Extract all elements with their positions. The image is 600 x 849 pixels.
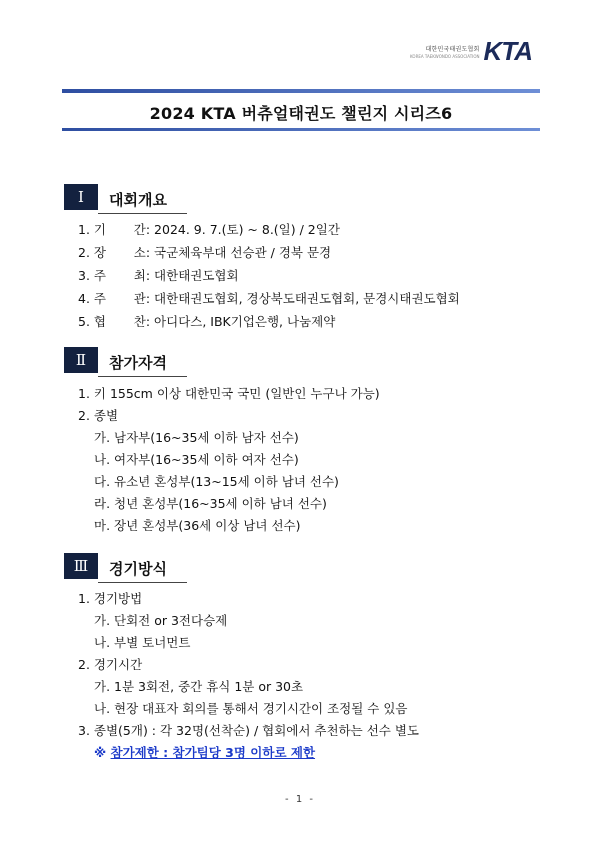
note-mark: ※	[94, 745, 107, 760]
format-method-a: 가. 단회전 or 3전다승제	[94, 613, 228, 628]
division-youth-mixed: 다. 유소년 혼성부(13~15세 이하 남녀 선수)	[94, 474, 339, 489]
overview-period: 1. 기 간: 2024. 9. 7.(토) ~ 8.(일) / 2일간	[78, 222, 340, 237]
format-time: 2. 경기시간	[78, 657, 143, 672]
format-categories: 3. 종별(5개) : 각 32명(선착순) / 협회에서 추천하는 선수 별도	[78, 723, 419, 738]
participation-limit-note	[94, 743, 315, 761]
section-3-heading	[64, 553, 187, 579]
logo-org-english: KOREA TAEKWONDO ASSOCIATION	[410, 54, 480, 59]
format-method: 1. 경기방법	[78, 591, 143, 606]
division-men: 가. 남자부(16~35세 이하 남자 선수)	[94, 430, 299, 445]
section-number: Ⅲ	[64, 553, 98, 579]
logo-text	[410, 44, 479, 59]
title-banner	[62, 89, 540, 131]
division-senior-mixed: 마. 장년 혼성부(36세 이상 남녀 선수)	[94, 518, 301, 533]
kta-logo-mark: KTA	[483, 36, 532, 66]
section-title: 참가자격	[98, 352, 187, 377]
title-bottom-rule	[62, 128, 540, 131]
overview-venue: 2. 장 소: 국군체육부대 선승관 / 경북 문경	[78, 245, 332, 260]
section-title: 대회개요	[98, 189, 187, 214]
division-women: 나. 여자부(16~35세 이하 여자 선수)	[94, 452, 299, 467]
section-2-heading	[64, 347, 187, 373]
format-method-b: 나. 부별 토너먼트	[94, 635, 191, 650]
section-number: Ⅱ	[64, 347, 98, 373]
division-young-adult-mixed: 라. 청년 혼성부(16~35세 이하 남녀 선수)	[94, 496, 327, 511]
overview-sponsor: 5. 협 찬: 아디다스, IBK기업은행, 나눔제약	[78, 314, 336, 329]
section-title: 경기방식	[98, 558, 187, 583]
eligibility-height: 1. 키 155cm 이상 대한민국 국민 (일반인 누구나 가능)	[78, 386, 380, 401]
document-title: 2024 KTA 버츄얼태권도 챌린지 시리즈6	[149, 104, 453, 123]
title-top-rule	[62, 89, 540, 93]
kta-logo	[410, 36, 532, 67]
note-text: 참가제한 : 참가팀당 3명 이하로 제한	[110, 745, 316, 760]
overview-host: 3. 주 최: 대한태권도협회	[78, 268, 239, 283]
format-time-a: 가. 1분 3회전, 중간 휴식 1분 or 30초	[94, 679, 304, 694]
section-1-heading	[64, 184, 187, 210]
logo-org-korean: 대한민국태권도협회	[425, 46, 480, 53]
overview-organizer: 4. 주 관: 대한태권도협회, 경상북도태권도협회, 문경시태권도협회	[78, 291, 460, 306]
eligibility-divisions: 2. 종별	[78, 408, 119, 423]
page-number: - 1 -	[285, 794, 315, 805]
section-number: Ⅰ	[64, 184, 98, 210]
format-time-b: 나. 현장 대표자 회의를 통해서 경기시간이 조정될 수 있음	[94, 701, 408, 716]
